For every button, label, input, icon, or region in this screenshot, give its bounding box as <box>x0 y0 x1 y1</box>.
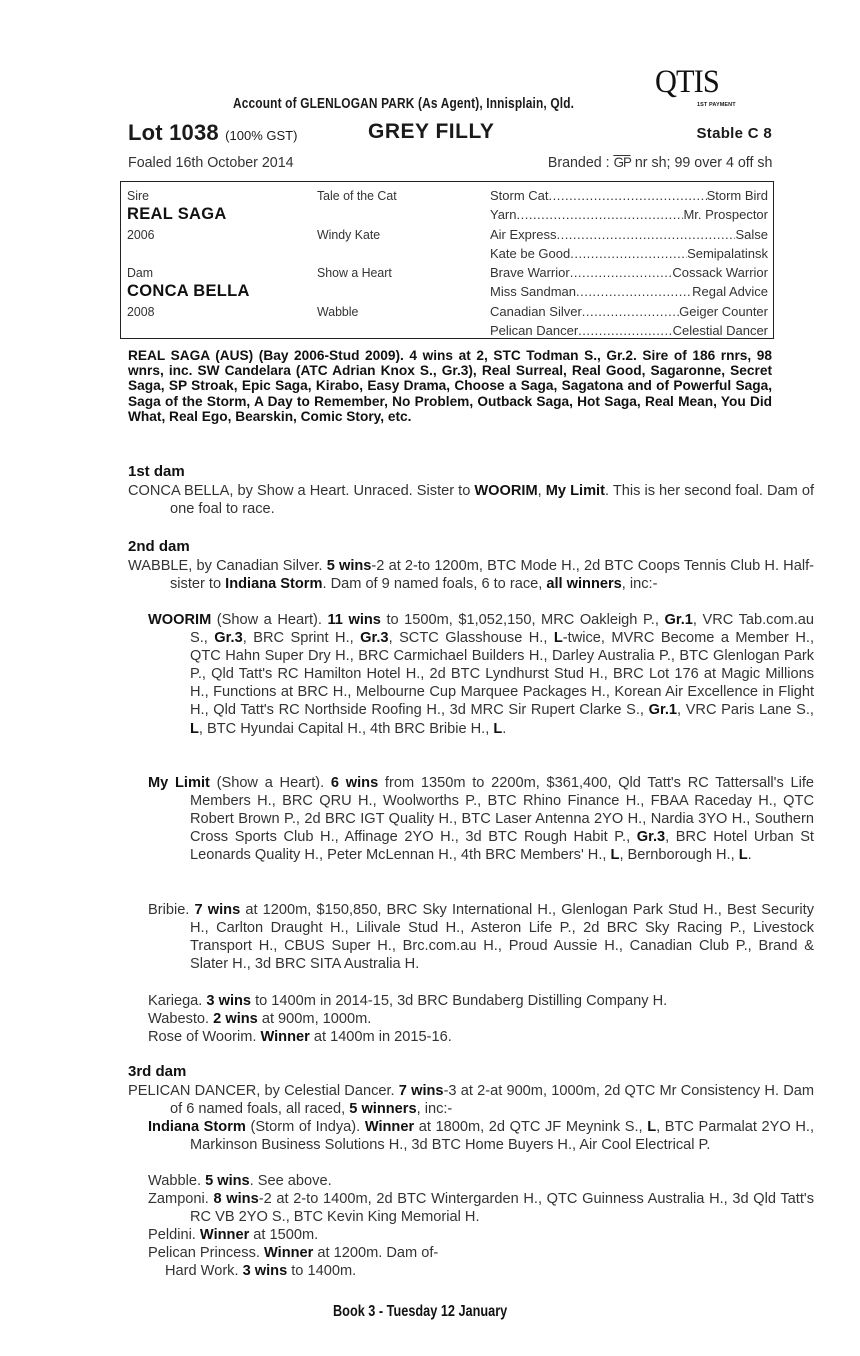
great-grandparent-row <box>490 244 768 263</box>
great-grandparent-row <box>490 302 768 321</box>
emphasis-text: WOORIM <box>474 483 538 499</box>
second-dam-intro: WABBLE, by Canadian Silver. 5 wins-2 at 2-to 1200m, BTC Mode H., 2d BTC Coops Tennis Club H. Half-sister to Indiana Storm. Dam of 9 named foals, 6 to race, all winners, inc:- <box>128 558 814 593</box>
emphasis-text: Winner <box>364 1119 415 1135</box>
great-grandparent-row <box>490 321 768 340</box>
spacer <box>317 244 469 263</box>
progeny-kariega: Kariega. 3 wins to 1400m in 2014-15, 3d BRC Bundaberg Distilling Company H. <box>148 993 668 1009</box>
third-dam-heading: 3rd dam <box>128 1063 187 1080</box>
gst-note: (100% GST) <box>225 128 298 143</box>
branded-rest: nr sh; 99 over 4 off sh <box>634 154 772 171</box>
emphasis-text: My Limit <box>545 483 605 499</box>
dam-year: 2008 <box>127 303 155 319</box>
ggp-sire: Canadian Silver <box>490 303 582 319</box>
first-dam-heading: 1st dam <box>128 463 185 480</box>
dot-leader <box>582 302 679 321</box>
spacer <box>317 282 469 301</box>
brand-details <box>547 154 772 171</box>
emphasis-text: Gr.3 <box>636 829 666 846</box>
emphasis-text: Gr.3 <box>360 630 389 647</box>
ggp-dam: Mr. Prospector <box>683 207 768 223</box>
emphasis-text: 7 wins <box>194 902 241 918</box>
dot-leader <box>576 282 692 301</box>
emphasis-text: 5 winners <box>349 1101 417 1118</box>
sire-year: 2006 <box>127 226 155 242</box>
progeny-bribie: Bribie. 7 wins at 1200m, $150,850, BRC Sky International H., Glenlogan Park Stud H., Best Security H., Carlton Draught H., Lilivale Stud H., Asteron Life P., 2d BRC Sky Racing P., Livestock Transport H., CBUS Super H., Brc.com.au H., Proud Aussie H., Canadian Club P., Brand & Slater H., 3d BRC SITA Australia H. <box>148 902 815 973</box>
third-dam-intro: PELICAN DANCER, by Celestial Dancer. 7 wins-3 at 2-at 900m, 1000m, 2d QTC Mr Consistency H. Dam of 6 named foals, all raced, 5 winners, inc:- <box>128 1083 815 1118</box>
ggp-sire: Kate be Good <box>490 245 571 261</box>
grandparent: Tale of the Cat <box>317 188 397 203</box>
vendor-account: Account of GLENLOGAN PARK (As Agent), Innisplain, Qld. <box>233 96 575 112</box>
ggp-sire: Pelican Dancer <box>490 323 579 339</box>
emphasis-text: 11 wins <box>327 612 381 628</box>
emphasis-text: Gr.1 <box>664 612 693 628</box>
branded-label: Branded : <box>547 154 610 171</box>
emphasis-text: L <box>647 1119 657 1135</box>
grandparent: Show a Heart <box>317 265 392 281</box>
progeny-pelican-princess: Pelican Princess. Winner at 1200m. Dam of- <box>148 1245 439 1261</box>
emphasis-text: L <box>190 720 199 737</box>
emphasis-text: 6 wins <box>330 775 379 791</box>
dam-name: CONCA BELLA <box>127 282 250 301</box>
grandparent: Wabble <box>317 303 359 319</box>
emphasis-text: 5 wins <box>326 558 372 574</box>
qtis-logo <box>655 64 775 112</box>
great-grandparent-row <box>490 263 768 282</box>
page-footer: Book 3 - Tuesday 12 January <box>333 1303 508 1320</box>
great-grandparent-row <box>490 225 768 244</box>
pedigree-table <box>120 181 774 339</box>
emphasis-text: 3 wins <box>206 993 252 1009</box>
ggp-dam: Storm Bird <box>706 188 768 203</box>
great-grandparent-row <box>490 186 768 205</box>
emphasis-text: L <box>738 847 748 864</box>
emphasis-text: 7 wins <box>398 1083 444 1099</box>
progeny-wabesto: Wabesto. 2 wins at 900m, 1000m. <box>148 1011 372 1027</box>
ggp-sire: Yarn <box>490 207 517 223</box>
ggp-sire: Storm Cat <box>490 188 549 203</box>
progeny-zamponi: Zamponi. 8 wins-2 at 2-to 1400m, 2d BTC Wintergarden H., QTC Guinness Australia H., 3d Qld Tatt's RC VB 2YO S., BTC Kevin King Memorial H. <box>148 1191 814 1226</box>
dot-leader <box>578 321 672 340</box>
emphasis-text: L <box>610 847 620 864</box>
stable-location: Stable C 8 <box>696 125 772 142</box>
horse-description: GREY FILLY <box>368 120 495 143</box>
emphasis-text: 5 wins <box>205 1173 250 1189</box>
progeny-my-limit: My Limit (Show a Heart). 6 wins from 1350m to 2200m, $361,400, Qld Tatt's RC Tattersall's Life Members H., BRC QRU H., Woolworths P., BTC Rhino Finance H., FBAA Raceday H., QTC Robert Brown P., 2d BRC IGT Quality H., BTC Laser Antenna 2YO H., Nardia 3YO H., Southern Cross Sports Club H., Affinage 2YO H., 3d BTC Rough Habit P., Gr.3, BRC Hotel Urban St Leonards Quality H., Peter McLennan H., 4th BRC Members' H., L, Bernborough H., L. <box>148 775 815 864</box>
progeny-woorim: WOORIM (Show a Heart). 11 wins to 1500m, $1,052,150, MRC Oakleigh P., Gr.1, VRC Tab.com.au S., Gr.3, BRC Sprint H., Gr.3, SCTC Glasshouse H., L-twice, MVRC Become a Member H., QTC Hahn Super Dry H., BRC Carmichael Builders H., Darley Australia P., BTC Glenlogan Park P., Qld Tatt's RC Hamilton Hotel H., 2d BTC Lyndhurst Stud H., BRC Lot 176 at Magic Millions H., Functions at BRC H., Melbourne Cup Marquee Packages H., Korean Air Excellence in Flight H., Qld Tatt's RC Northside Roofing H., 3d MRC Sir Rupert Clarke S., Gr.1, VRC Paris Lane S., L, BTC Hyundai Capital H., 4th BRC Bribie H., L. <box>148 612 815 737</box>
sire-label: Sire <box>127 188 149 203</box>
progeny-hard-work: Hard Work. 3 wins to 1400m. <box>165 1263 357 1279</box>
emphasis-text: Winner <box>264 1245 314 1261</box>
progeny-peldini: Peldini. Winner at 1500m. <box>148 1227 319 1243</box>
dot-leader <box>556 225 735 244</box>
emphasis-text: Indiana Storm <box>225 576 323 593</box>
emphasis-text: 3 wins <box>242 1263 288 1279</box>
spacer <box>127 244 289 263</box>
emphasis-text: WOORIM <box>148 612 212 628</box>
dam-label: Dam <box>127 265 154 281</box>
lot-number <box>128 120 297 146</box>
sire-notes: REAL SAGA (AUS) (Bay 2006-Stud 2009). 4 wins at 2, STC Todman S., Gr.2. Sire of 186 rnrs, 98 wnrs, inc. SW Candelara (ATC Adrian Knox S., Gr.3), Real Surreal, Real Good, Sagaronne, Secret Saga, SP Stroak, Epic Saga, Kirabo, Easy Drama, Choose a Saga, Sagatona and of Powerful Saga, Saga of the Storm, A Day to Remember, No Problem, Outback Saga, Hot Saga, Real Mean, You Did What, Real Ego, Bearskin, Comic Story, etc. <box>128 348 772 424</box>
emphasis-text: Winner <box>260 1029 310 1045</box>
emphasis-text: Indiana Storm <box>148 1119 246 1135</box>
emphasis-text: Gr.1 <box>648 702 677 719</box>
emphasis-text: My Limit <box>148 775 210 791</box>
pedigree-grandparents <box>317 186 477 321</box>
sire-name: REAL SAGA <box>127 205 227 224</box>
ggp-sire: Brave Warrior <box>490 265 570 281</box>
progeny-indiana-storm: Indiana Storm (Storm of Indya). Winner at 1800m, 2d QTC JF Meynink S., L, BTC Parmalat 2YO H., Markinson Business Solutions H., 3d BTC Home Buyers H., Air Cool Electrical P. <box>148 1119 814 1154</box>
ggp-dam: Geiger Counter <box>679 303 768 319</box>
ggp-dam: Regal Advice <box>692 284 768 300</box>
emphasis-text: all winners <box>546 576 622 593</box>
great-grandparent-row <box>490 205 768 224</box>
emphasis-text: Gr.3 <box>214 630 243 647</box>
pedigree-parents <box>127 186 297 321</box>
second-dam-heading: 2nd dam <box>128 538 190 555</box>
qtis-logo-subtext: 1ST PAYMENT <box>697 102 736 108</box>
emphasis-text: Winner <box>199 1227 250 1243</box>
dot-leader <box>517 205 684 224</box>
great-grandparent-row <box>490 282 768 301</box>
dot-leader <box>570 263 673 282</box>
brand-mark: GP <box>613 154 631 170</box>
lot-label: Lot 1038 <box>128 120 219 145</box>
progeny-rose-of-woorim: Rose of Woorim. Winner at 1400m in 2015-16. <box>148 1029 452 1045</box>
ggp-dam: Salse <box>735 226 768 242</box>
emphasis-text: 2 wins <box>213 1011 258 1027</box>
progeny-wabble: Wabble. 5 wins. See above. <box>148 1173 332 1189</box>
qtis-logo-text: QTIS <box>655 64 719 100</box>
ggp-sire: Air Express <box>490 226 557 242</box>
first-dam-text: CONCA BELLA, by Show a Heart. Unraced. Sister to WOORIM, My Limit. This is her second foal. Dam of one foal to race. <box>128 483 815 518</box>
emphasis-text: L <box>493 720 503 737</box>
spacer <box>317 205 469 224</box>
foaled-date: Foaled 16th October 2014 <box>128 154 294 171</box>
grandparent: Windy Kate <box>317 226 381 242</box>
lot-header <box>128 120 772 150</box>
dot-leader <box>570 244 687 263</box>
emphasis-text: L <box>553 630 563 647</box>
dot-leader <box>549 186 707 205</box>
ggp-dam: Cossack Warrior <box>672 265 768 281</box>
ggp-sire: Miss Sandman <box>490 284 576 300</box>
ggp-dam: Celestial Dancer <box>672 323 768 339</box>
pedigree-great-grandparents <box>490 186 768 340</box>
emphasis-text: 8 wins <box>213 1191 259 1207</box>
ggp-dam: Semipalatinsk <box>687 245 768 261</box>
